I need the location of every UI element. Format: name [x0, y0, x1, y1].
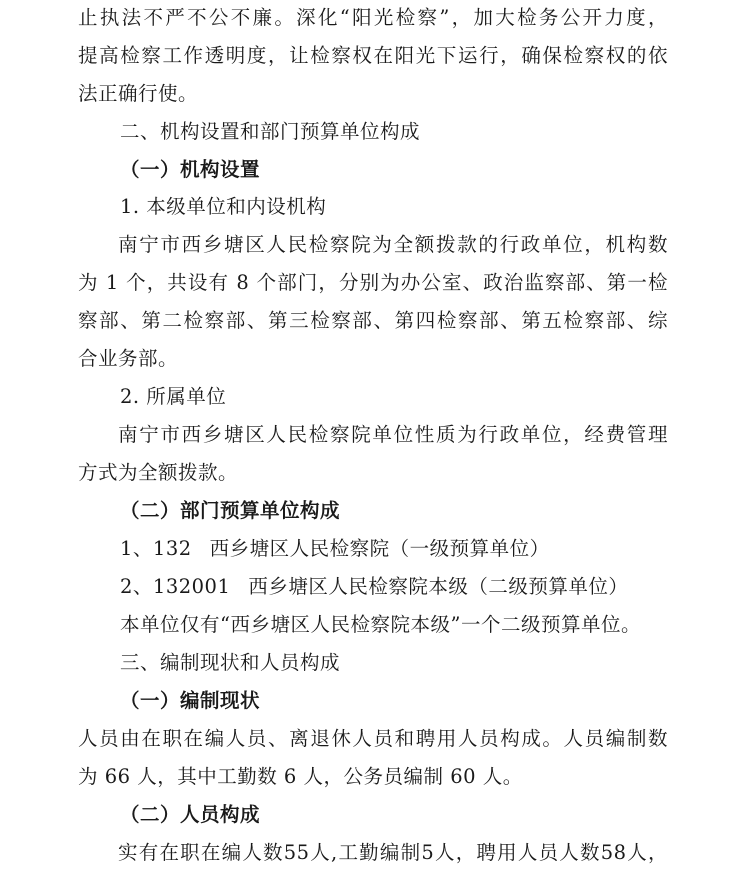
subsection-heading-org: （一）机构设置	[120, 158, 261, 181]
section-heading-3: 三、编制现状和人员构成	[120, 651, 341, 674]
paragraph-line: 提高检察工作透明度，让检察权在阳光下运行，确保检察权的依	[78, 44, 668, 67]
paragraph-line: 南宁市西乡塘区人民检察院单位性质为行政单位，经费管理	[118, 423, 668, 446]
budget-unit-1	[120, 535, 743, 563]
paragraph-line: 为 1 个，共设有 8 个部门，分别为办公室、政治监察部、第一检	[78, 271, 668, 294]
budget-unit-2	[120, 573, 743, 601]
item-heading-1: 1. 本级单位和内设机构	[120, 195, 327, 218]
paragraph-line: 南宁市西乡塘区人民检察院为全额拨款的行政单位，机构数	[118, 233, 668, 256]
paragraph-line: 察部、第二检察部、第三检察部、第四检察部、第五检察部、综	[78, 309, 668, 332]
unit-name: 西乡塘区人民检察院（一级预算单位）	[209, 537, 550, 560]
paragraph-line: 人员由在职在编人员、离退休人员和聘用人员构成。人员编制数	[78, 727, 668, 750]
unit-name: 西乡塘区人民检察院本级（二级预算单位）	[248, 575, 629, 598]
paragraph-line: 止执法不严不公不廉。深化“阳光检察”，加大检务公开力度，	[78, 6, 668, 29]
paragraph-line: 为 66 人，其中工勤数 6 人，公务员编制 60 人。	[78, 765, 523, 788]
paragraph-line: 方式为全额拨款。	[78, 461, 239, 484]
unit-code: 2、132001	[120, 575, 231, 598]
subsection-heading-staffing: （一）编制现状	[120, 689, 261, 712]
unit-code: 1、132	[120, 537, 192, 560]
paragraph-line: 合业务部。	[78, 347, 179, 370]
item-heading-2: 2. 所属单位	[120, 385, 227, 408]
paragraph-line: 实有在职在编人数55人,工勤编制5人，聘用人员人数58人，	[118, 841, 668, 864]
section-heading-2: 二、机构设置和部门预算单位构成	[120, 120, 421, 143]
paragraph-line: 本单位仅有“西乡塘区人民检察院本级”一个二级预算单位。	[120, 613, 641, 636]
paragraph-line: 法正确行使。	[78, 82, 199, 105]
subsection-heading-budget: （二）部门预算单位构成	[120, 499, 341, 522]
subsection-heading-personnel: （二）人员构成	[120, 803, 261, 826]
